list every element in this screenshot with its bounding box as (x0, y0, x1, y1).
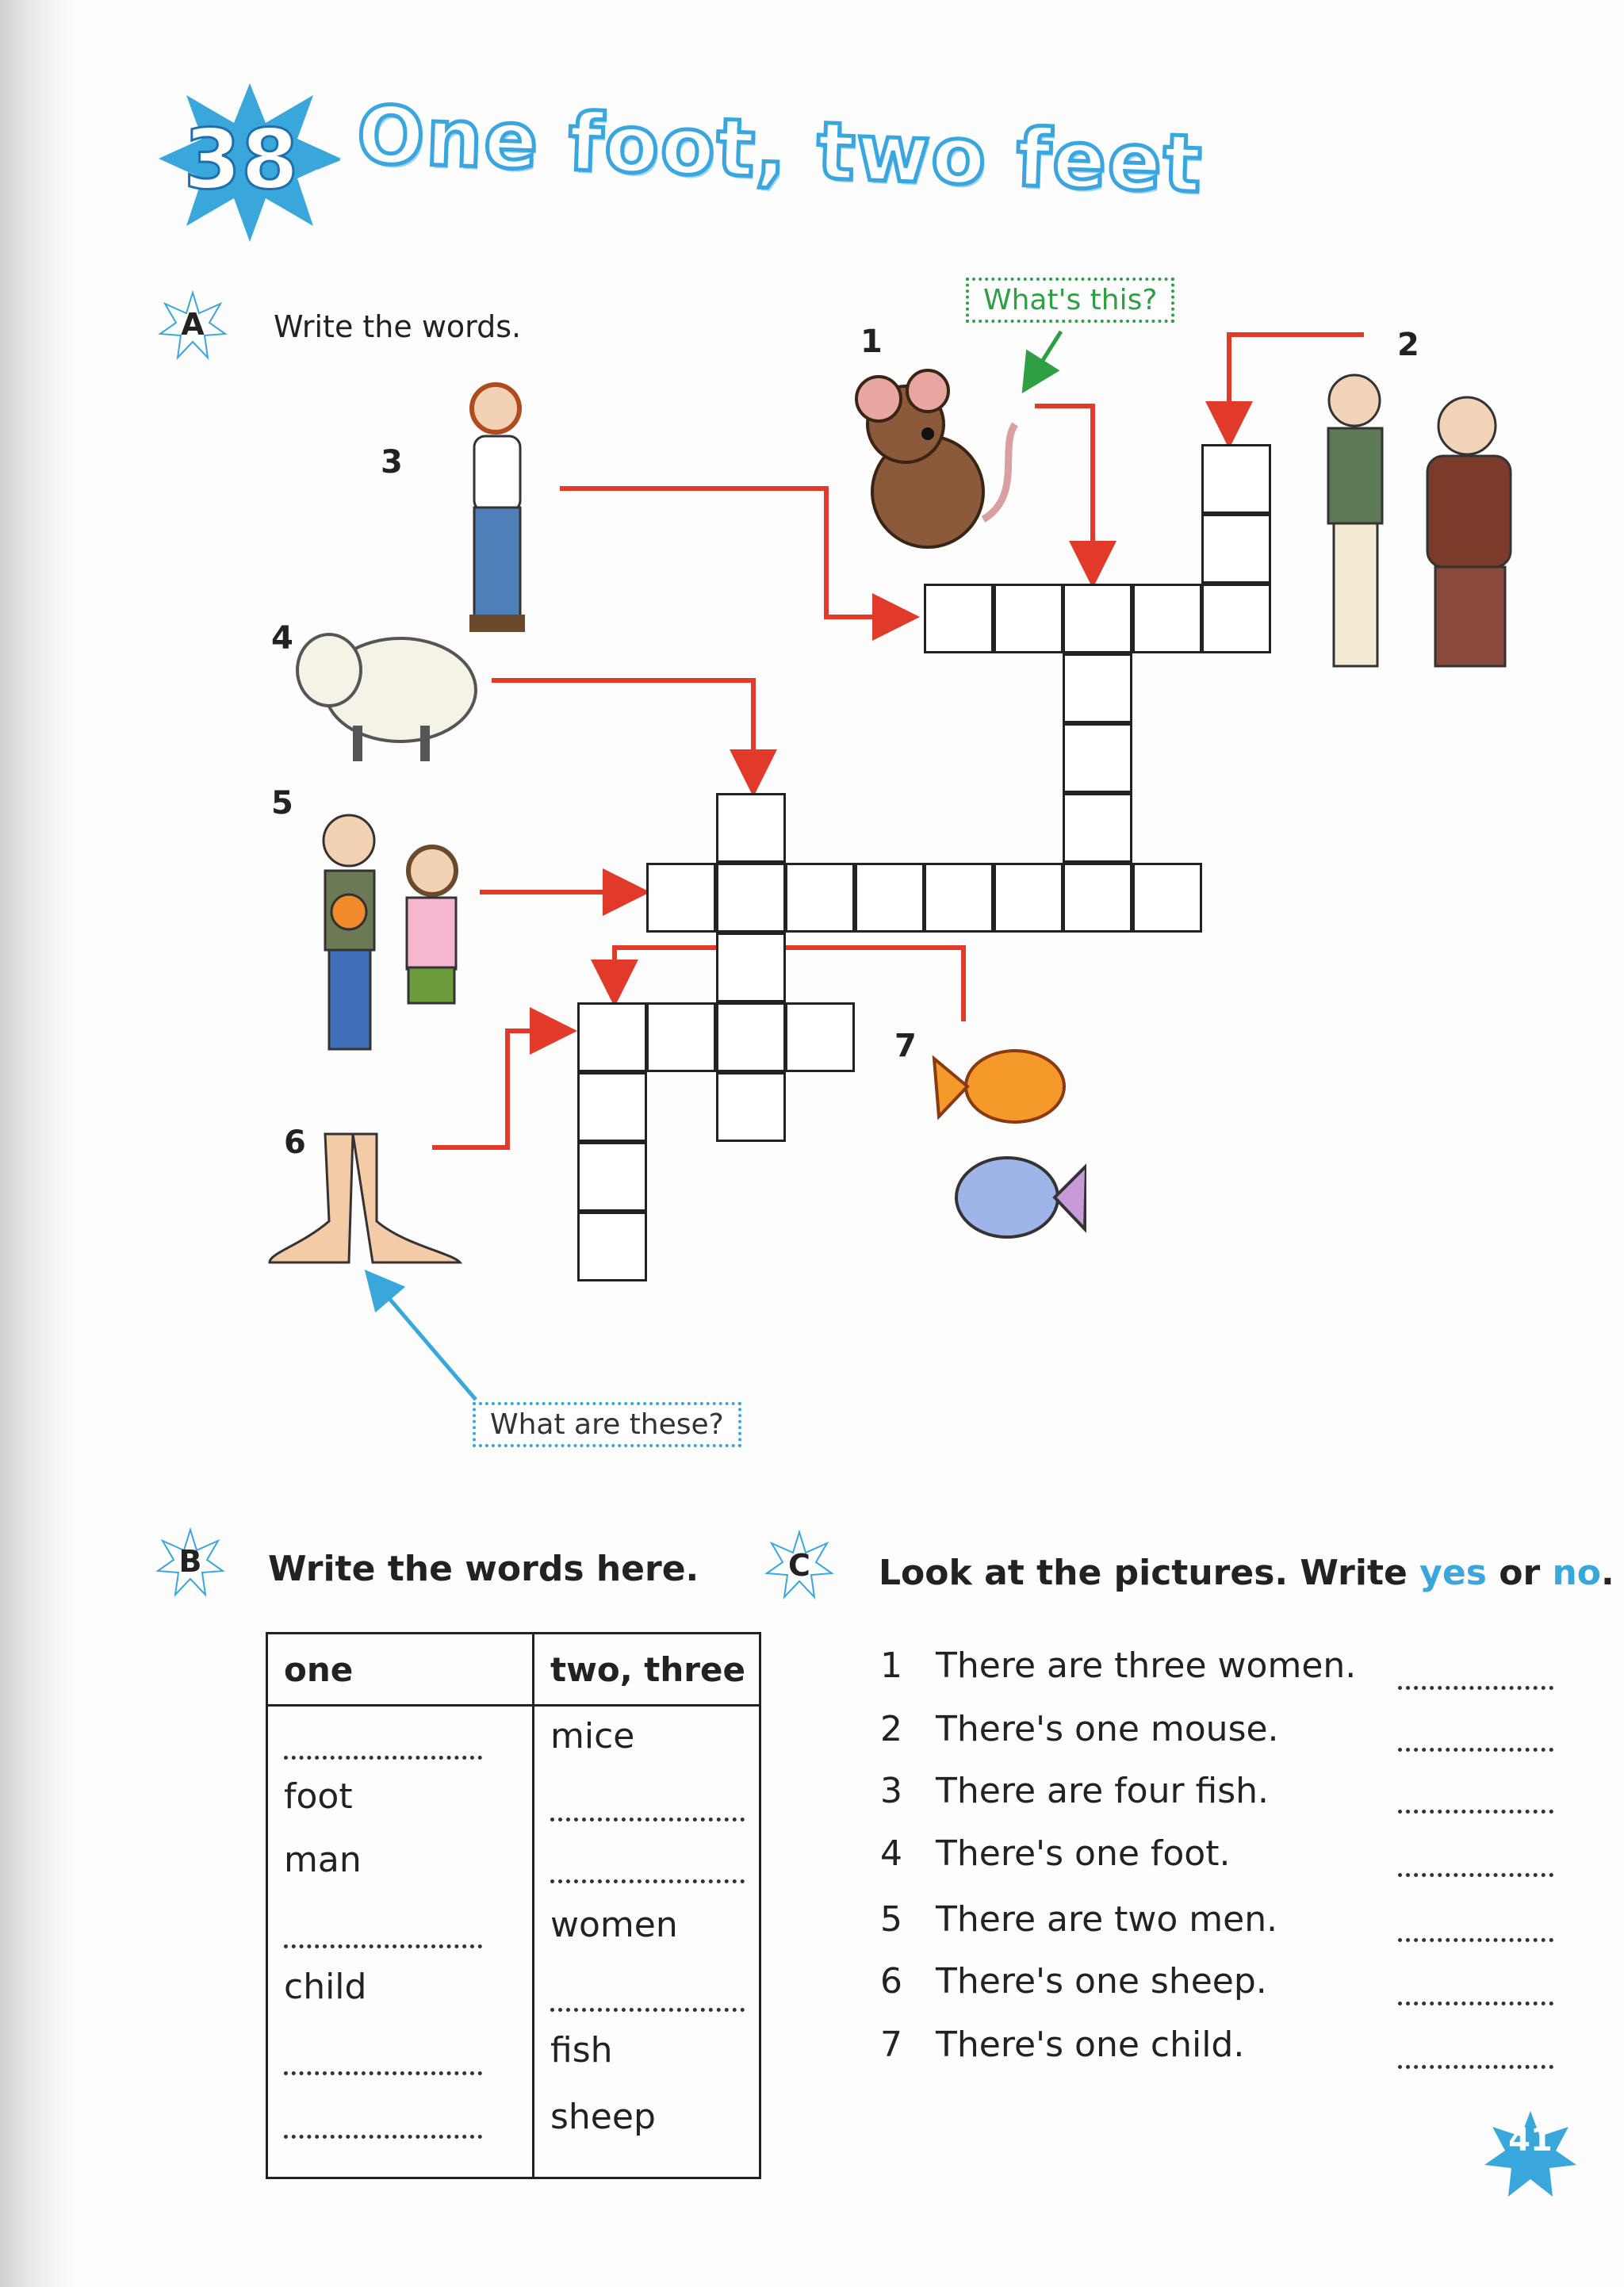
statement-5: 5 There are two men. (880, 1899, 1278, 1940)
statement-7: 7 There's one child. (880, 2025, 1245, 2065)
column-header-one: one (267, 1634, 534, 1706)
arrow-whats-this (1032, 331, 1061, 377)
crossword-cell[interactable] (646, 1002, 716, 1072)
crossword-cell[interactable] (577, 1002, 647, 1072)
crossword-cell[interactable] (577, 1212, 647, 1281)
one-column (267, 1706, 534, 2178)
crossword-cell[interactable] (924, 863, 994, 933)
crossword-cell[interactable] (1201, 584, 1271, 653)
crossword-cell[interactable] (1132, 584, 1202, 653)
word-no: no (1552, 1553, 1602, 1593)
arrow-clue-2 (1229, 335, 1364, 425)
word-man: man (284, 1840, 362, 1880)
section-a-instruction: Write the words. (274, 309, 522, 344)
answer-blank[interactable] (284, 1756, 482, 1760)
answer-blank[interactable] (1398, 1810, 1553, 1814)
clue-number-6: 6 (284, 1124, 306, 1161)
crossword-cell[interactable] (994, 863, 1063, 933)
crossword-cell[interactable] (1063, 863, 1132, 933)
word-fish: fish (550, 2030, 613, 2071)
arrow-clue-3 (560, 488, 896, 617)
crossword-cell[interactable] (716, 933, 786, 1002)
clue-number-1: 1 (860, 324, 883, 360)
column-header-two-three: two, three (534, 1634, 760, 1706)
two-three-column (534, 1706, 760, 2178)
answer-blank[interactable] (1398, 1873, 1553, 1877)
arrow-what-are-these (377, 1285, 476, 1400)
answer-blank[interactable] (550, 2008, 745, 2012)
answer-blank[interactable] (550, 1818, 745, 1822)
crossword-cell[interactable] (785, 863, 855, 933)
crossword-cell[interactable] (1063, 793, 1132, 863)
statement-1: 1 There are three women. (880, 1645, 1357, 1686)
what-are-these-bubble: What are these? (473, 1402, 741, 1447)
arrow-clue-6 (432, 1031, 553, 1147)
clue-number-3: 3 (381, 444, 403, 481)
statement-4: 4 There's one foot. (880, 1833, 1231, 1874)
crossword-cell[interactable] (716, 1002, 786, 1072)
page-number: 41 (1508, 2122, 1553, 2159)
answer-blank[interactable] (1398, 2065, 1553, 2069)
arrow-clue-4 (492, 680, 753, 773)
section-c-letter: C (788, 1548, 810, 1583)
crossword-cell[interactable] (716, 1072, 786, 1142)
page-title: One foot, two feet (355, 88, 1205, 211)
section-b-instruction: Write the words here. (268, 1549, 699, 1589)
statement-2: 2 There's one mouse. (880, 1709, 1279, 1749)
crossword-cell[interactable] (716, 793, 786, 863)
crossword-cell[interactable] (646, 863, 716, 933)
crossword-cell[interactable] (1063, 584, 1132, 653)
crossword-cell[interactable] (855, 863, 925, 933)
arrow-clue-1 (1035, 406, 1093, 565)
section-c-instruction: Look at the pictures. Write yes or no. (879, 1553, 1614, 1593)
clue-number-7: 7 (894, 1028, 917, 1064)
word-foot: foot (284, 1776, 353, 1817)
clue-number-2: 2 (1397, 327, 1419, 363)
crossword-cell[interactable] (577, 1072, 647, 1142)
statement-3: 3 There are four fish. (880, 1771, 1270, 1811)
crossword-cell[interactable] (1063, 653, 1132, 723)
answer-blank[interactable] (550, 1879, 745, 1883)
crossword-cell[interactable] (716, 863, 786, 933)
answer-blank[interactable] (1398, 1748, 1553, 1752)
word-child: child (284, 1967, 367, 2007)
section-b-letter: B (178, 1544, 202, 1579)
word-women: women (550, 1905, 678, 1945)
crossword-cell[interactable] (1132, 863, 1202, 933)
whats-this-bubble: What's this? (966, 278, 1174, 323)
answer-blank[interactable] (1398, 1938, 1553, 1942)
answer-blank[interactable] (1398, 1686, 1553, 1690)
word-mice: mice (550, 1716, 635, 1756)
answer-blank[interactable] (284, 2135, 482, 2139)
clue-number-5: 5 (271, 785, 293, 822)
clue-number-4: 4 (271, 620, 293, 657)
word-yes: yes (1419, 1553, 1487, 1593)
crossword-cell[interactable] (924, 584, 994, 653)
words-table (266, 1632, 761, 2179)
answer-blank[interactable] (284, 2071, 482, 2075)
crossword-cell[interactable] (785, 1002, 855, 1072)
unit-number: 38 (183, 111, 299, 208)
answer-blank[interactable] (1398, 2002, 1553, 2005)
answer-blank[interactable] (284, 1944, 482, 1948)
crossword-cell[interactable] (1201, 444, 1271, 514)
crossword-cell[interactable] (994, 584, 1063, 653)
statement-6: 6 There's one sheep. (880, 1961, 1267, 2002)
crossword-cell[interactable] (577, 1142, 647, 1212)
section-a-letter: A (181, 307, 205, 342)
crossword-cell[interactable] (1063, 723, 1132, 793)
word-sheep: sheep (550, 2097, 656, 2137)
crossword-cell[interactable] (1201, 514, 1271, 584)
